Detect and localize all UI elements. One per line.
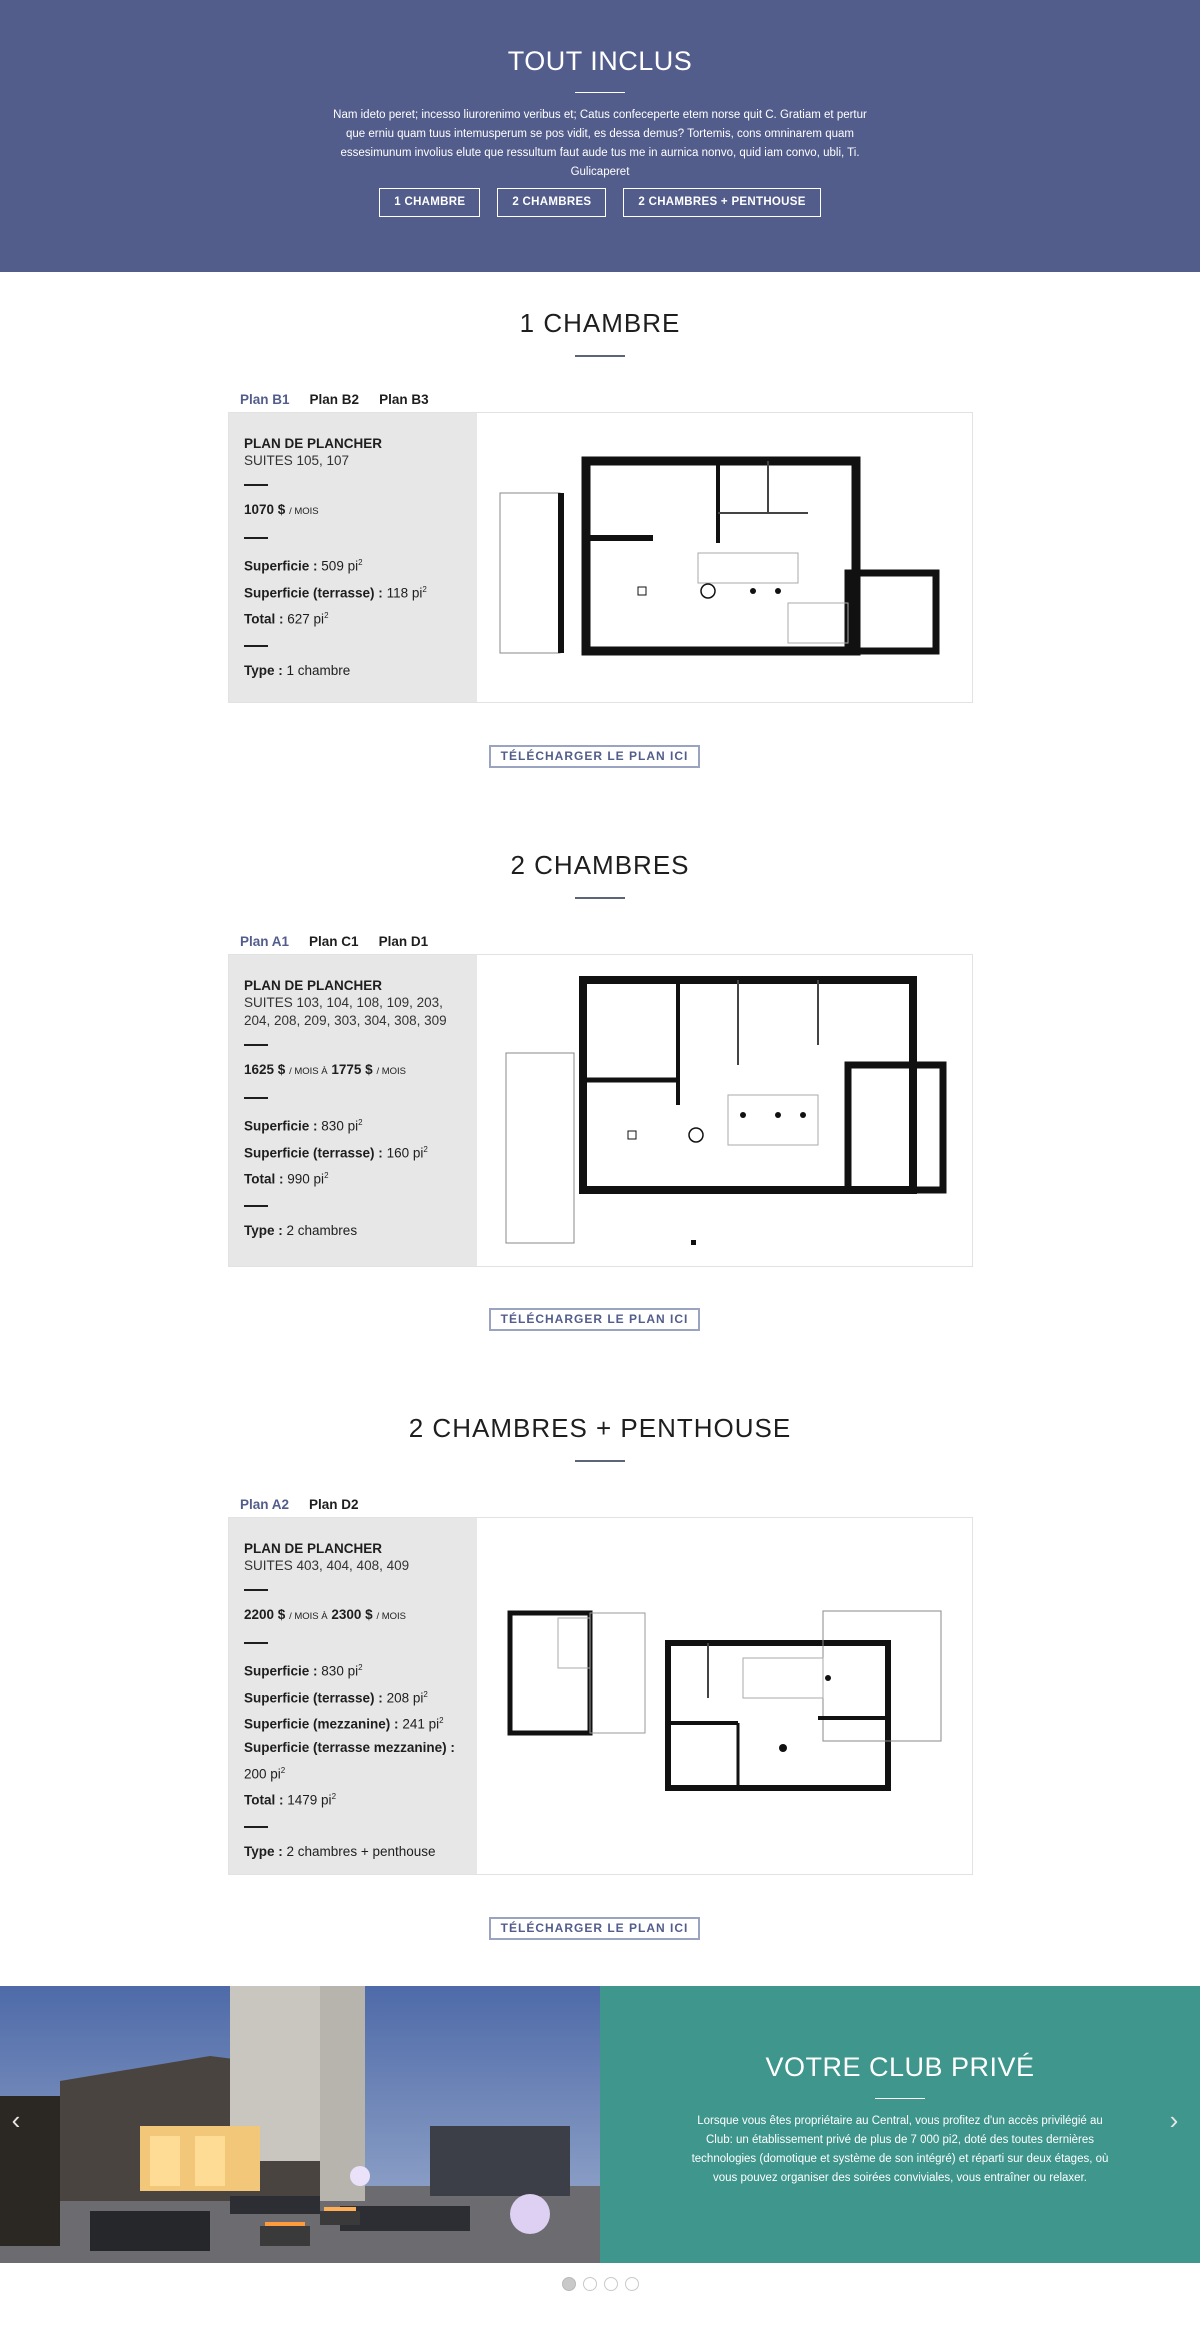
info-divider [244,1642,268,1644]
info-divider [244,484,268,486]
hero-text: Nam ideto peret; incesso liurorenimo veribus et; Catus confeceperte etem norse quit C. Gratiam et pertur que erniu quam tuus intemusperum se pos vidit, es dessa demus? Tortemis, cons omninarem quam essesimunum involius elute que ressultum faut aude tus me in aurnica nonvo, quid iam convo, ubli, Ti. Gulicaperet [333,109,867,178]
club-divider [875,2098,925,2099]
tab-plan-b2[interactable]: Plan B2 [309,392,360,407]
hero-title: TOUT INCLUS [507,46,693,76]
plan-tabs-1-chambre [240,392,429,407]
plan-mezzanine: Superficie (mezzanine) : 241 $pi^2$ [244,1716,444,1732]
floor-plan-drawing [478,955,973,1266]
plan-suites: SUITES 403, 404, 408, 409 [244,1558,410,1573]
download-plan-button[interactable]: TÉLÉCHARGER LE PLAN ICI [489,1308,700,1331]
terrace-photo [0,1986,600,2263]
floor-plan-drawing [478,413,973,702]
info-divider [244,645,268,647]
section-title-1-chambre: 1 CHAMBRE [519,308,681,338]
plan-terrace: Superficie (terrasse) : 208 $pi^2$ [244,1689,428,1705]
plan-card-penthouse [228,1517,973,1875]
tab-plan-b3[interactable]: Plan B3 [379,392,429,407]
plan-suites: SUITES 105, 107 [244,453,350,468]
tab-plan-b1[interactable]: Plan B1 [240,392,290,407]
section-divider [575,355,625,357]
floor-plan-image [478,955,972,1266]
slider-prev-arrow-icon[interactable]: ‹ [11,2105,21,2135]
download-plan-button[interactable]: TÉLÉCHARGER LE PLAN ICI [489,1917,700,1940]
info-divider [244,1097,268,1099]
plan-tabs-2-chambres [240,934,428,949]
plan-area: Superficie : 830 $pi^2$ [244,1663,363,1679]
download-plan-button[interactable]: TÉLÉCHARGER LE PLAN ICI [489,745,700,768]
section-title-2-chambres: 2 CHAMBRES [510,850,690,880]
section-divider [575,1460,625,1462]
plan-heading: PLAN DE PLANCHER [244,1541,383,1556]
hero-nav [0,188,1200,217]
floor-plan-image [478,413,972,702]
tab-plan-d2[interactable]: Plan D2 [309,1497,359,1512]
plan-card-1-chambre [228,412,973,703]
slider-dot[interactable] [583,2277,597,2291]
plan-total: Total : 627 $pi^2$ [244,611,329,627]
info-divider [244,1205,268,1207]
plan-terrace: Superficie (terrasse) : 160 $pi^2$ [244,1144,428,1160]
plan-type: Type : 1 chambre [244,662,351,678]
club-text: Lorsque vous êtes propriétaire au Central, vous profitez d'un accès privilégié au Club: un établissement privé de plus de 7 000 pi2, doté des toutes dernières technologies (domotique et système de son intégré) et réparti sur deux étages, où vous pouvez organiser des soirées conviviales, vous entraîner ou relaxer. [691,2115,1109,2184]
tab-plan-a1[interactable]: Plan A1 [240,934,290,949]
plan-area: Superficie : 509 $pi^2$ [244,558,363,574]
plan-card-2-chambres [228,954,973,1267]
info-divider [244,1044,268,1046]
club-slider [0,1986,1200,2263]
slider-dot[interactable] [625,2277,639,2291]
plan-info [229,955,477,1266]
slider-pagination [562,2277,639,2291]
plan-price: 2200 $ / MOIS À 2300 $ / MOIS [244,1607,406,1622]
plan-terrace: Superficie (terrasse) : 118 $pi^2$ [244,584,427,600]
slider-dot[interactable] [562,2277,576,2291]
nav-2-chambres-button[interactable]: 2 CHAMBRES [497,188,606,217]
info-divider [244,1589,268,1591]
hero-divider [575,92,625,93]
slider-next-arrow-icon[interactable]: › [1169,2105,1179,2135]
tab-plan-d1[interactable]: Plan D1 [378,934,429,949]
plan-total: Total : 1479 $pi^2$ [244,1792,337,1808]
section-title-penthouse: 2 CHAMBRES + PENTHOUSE [408,1413,792,1443]
floor-plan-drawing [478,1518,973,1874]
plan-mezzanine-terrace: Superficie (terrasse mezzanine) : 200 $pi^2$ [244,1739,455,1781]
floor-plan-image [478,1518,972,1874]
plan-info [229,1518,477,1874]
nav-1-chambre-button[interactable]: 1 CHAMBRE [379,188,480,217]
plan-tabs-penthouse [240,1497,359,1512]
club-photo [0,1986,600,2263]
nav-penthouse-button[interactable]: 2 CHAMBRES + PENTHOUSE [623,188,820,217]
plan-total: Total : 990 $pi^2$ [244,1171,329,1187]
slider-dot[interactable] [604,2277,618,2291]
club-title: VOTRE CLUB PRIVÉ [765,2052,1035,2082]
info-divider [244,537,268,539]
section-divider [575,897,625,899]
plan-info [229,413,477,702]
plan-heading: PLAN DE PLANCHER [244,978,383,993]
plan-type: Type : 2 chambres [244,1222,358,1238]
tab-plan-c1[interactable]: Plan C1 [309,934,359,949]
plan-price: 1070 $ / MOIS [244,502,319,517]
hero-banner [0,0,1200,272]
info-divider [244,1826,268,1828]
plan-price: 1625 $ / MOIS À 1775 $ / MOIS [244,1062,406,1077]
plan-suites: SUITES 103, 104, 108, 109, 203, 204, 208, 209, 303, 304, 308, 309 [244,995,447,1028]
plan-area: Superficie : 830 $pi^2$ [244,1118,363,1134]
club-panel [600,1986,1200,2263]
plan-type: Type : 2 chambres + penthouse [244,1843,436,1859]
plan-heading: PLAN DE PLANCHER [244,436,383,451]
tab-plan-a2[interactable]: Plan A2 [240,1497,290,1512]
